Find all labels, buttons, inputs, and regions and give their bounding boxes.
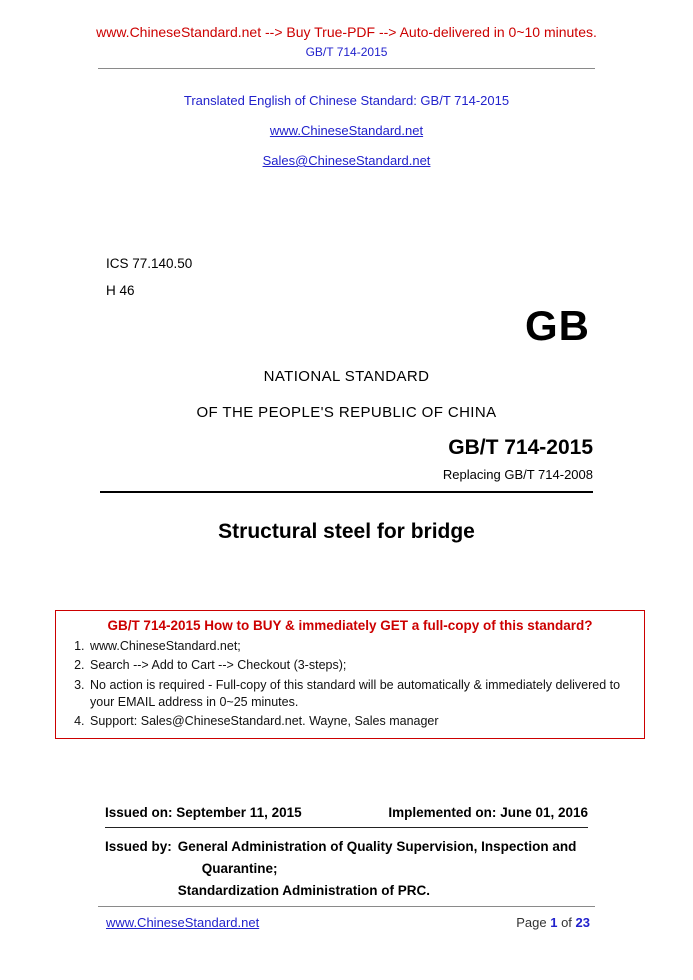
issued-by-label: Issued by: bbox=[105, 839, 172, 855]
buy-step-1: 1. www.ChineseStandard.net; bbox=[88, 638, 634, 655]
buy-step-3: 3. No action is required - Full-copy of this standard will be automatically & immediately delivered to your EMAIL address in 0~25 minutes. bbox=[88, 677, 634, 712]
translated-line: Translated English of Chinese Standard: GB/T 714-2015 bbox=[183, 93, 510, 108]
replacing-note: Replacing GB/T 714-2008 bbox=[442, 467, 593, 482]
footer-site-link[interactable]: www.ChineseStandard.net bbox=[106, 915, 260, 930]
page-footer bbox=[0, 906, 693, 930]
top-banner: www.ChineseStandard.net --> Buy True-PDF --> Auto-delivered in 0~10 minutes. bbox=[96, 24, 597, 40]
implemented-date-label: Implemented on: bbox=[388, 805, 497, 821]
email-link[interactable]: Sales@ChineseStandard.net bbox=[262, 153, 431, 168]
issued-date-label: Issued on: bbox=[105, 805, 173, 821]
site-link[interactable]: www.ChineseStandard.net bbox=[269, 123, 424, 138]
implemented-date-value: June 01, 2016 bbox=[500, 805, 588, 821]
of-label: of bbox=[561, 915, 572, 930]
standard-code: GB/T 714-2015 bbox=[448, 436, 593, 459]
email-link-line bbox=[0, 152, 693, 170]
issuer-line-1: General Administration of Quality Supervision, Inspection and bbox=[177, 839, 577, 855]
national-standard-line: NATIONAL STANDARD bbox=[263, 368, 430, 385]
issuer-line-3: Standardization Administration of PRC. bbox=[177, 883, 431, 899]
header-divider bbox=[98, 68, 595, 69]
dates-divider bbox=[105, 827, 588, 828]
page-number bbox=[516, 915, 590, 930]
current-page-number: 1 bbox=[550, 915, 558, 930]
ics-code: ICS 77.140.50 bbox=[106, 256, 193, 271]
site-link-line bbox=[0, 122, 693, 140]
prc-line: OF THE PEOPLE'S REPUBLIC OF CHINA bbox=[196, 404, 497, 421]
issued-date-value: September 11, 2015 bbox=[176, 805, 302, 821]
classification-block bbox=[106, 256, 693, 298]
buy-info-box bbox=[55, 610, 645, 739]
implemented-date bbox=[388, 805, 588, 820]
header-doc-code: GB/T 714-2015 bbox=[305, 45, 388, 59]
dates-row bbox=[105, 805, 588, 820]
issued-date bbox=[105, 805, 302, 820]
issuer-lines bbox=[178, 836, 577, 902]
issuer-block bbox=[105, 836, 633, 902]
footer-row bbox=[0, 915, 693, 930]
buy-step-2: 2. Search --> Add to Cart --> Checkout (3-steps); bbox=[88, 657, 634, 674]
title-divider bbox=[100, 491, 593, 493]
page-label: Page bbox=[516, 915, 547, 930]
issuer-line-2: Quarantine; bbox=[201, 861, 278, 877]
class-code: H 46 bbox=[106, 283, 135, 298]
footer-divider bbox=[98, 906, 595, 907]
buy-steps-list bbox=[66, 638, 634, 730]
buy-step-4: 4. Support: Sales@ChineseStandard.net. Wayne, Sales manager bbox=[88, 713, 634, 730]
buy-box-heading: GB/T 714-2015 How to BUY & immediately GET a full-copy of this standard? bbox=[107, 618, 593, 633]
document-title: Structural steel for bridge bbox=[218, 520, 475, 543]
gb-logo: GB bbox=[525, 302, 590, 349]
total-page-number: 23 bbox=[575, 915, 590, 930]
